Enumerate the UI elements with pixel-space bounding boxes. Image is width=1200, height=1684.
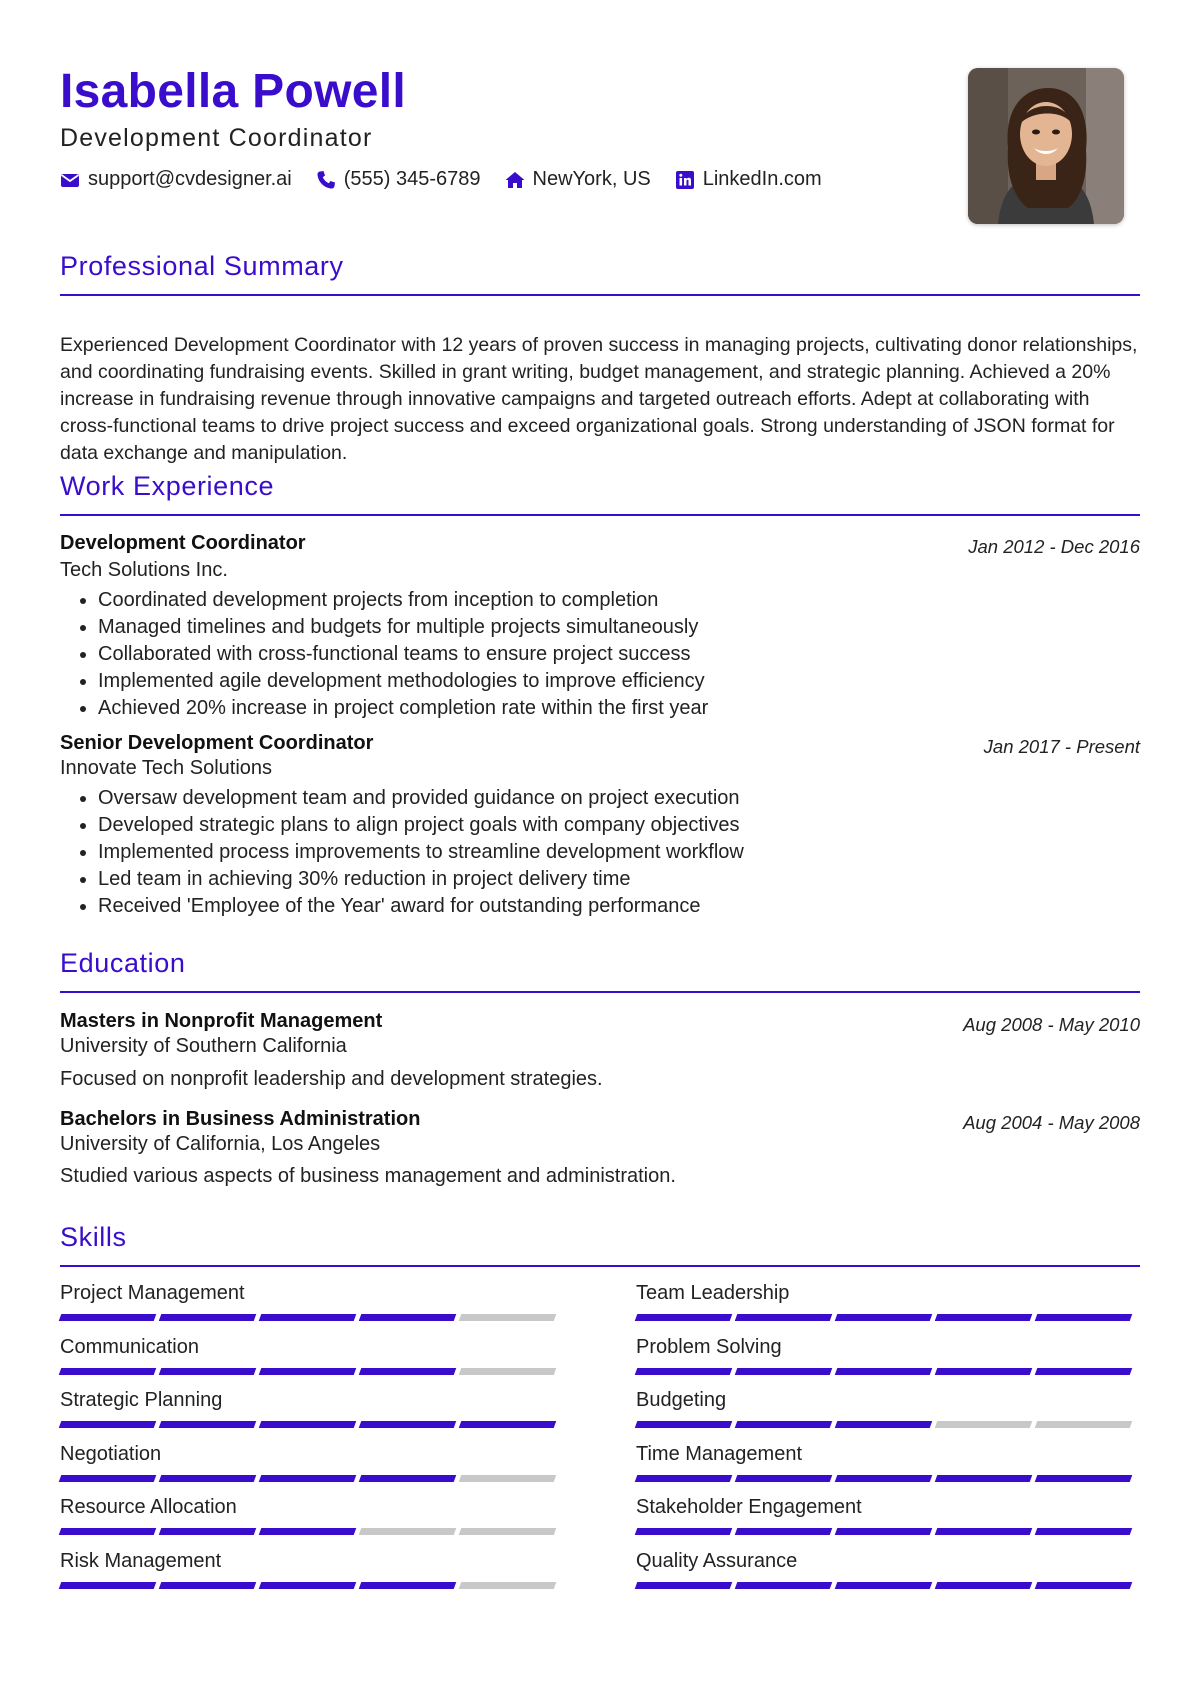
skill-level-segment [735,1475,833,1482]
skill-level-bar [60,1475,560,1482]
linkedin-text: LinkedIn.com [702,168,822,190]
job-dates: Jan 2017 - Present [983,736,1140,757]
skill-level-bar [636,1475,1136,1482]
skill-level-segment [735,1314,833,1321]
skill-level-segment [259,1582,357,1589]
skill-level-segment [1035,1582,1133,1589]
job-company: Tech Solutions Inc. [60,559,228,581]
skill-level-segment [1035,1475,1133,1482]
skill-level-segment [459,1475,557,1482]
skill-name: Strategic Planning [60,1389,223,1411]
skill-name: Communication [60,1335,199,1358]
skill-name: Quality Assurance [636,1549,798,1572]
summary-text: Experienced Development Coordinator with 12 years of proven success in managing projects, cultivating donor relationships, and coordinating fundraising events. Skilled in grant writing, budget management, and strategic planning. Achieved a 20% increase in fundraising revenue through innovative campaigns and targeted outreach efforts. Adept at collaborating with cross-functional teams to drive project success and exceed organizational goals. Strong understanding of JSON format for data exchange and manipulation. [60,334,1138,464]
contact-location[interactable] [505,168,651,191]
skill-level-bar [636,1314,1136,1321]
skill-level-segment [835,1368,933,1375]
list-item: • Implemented agile development methodologies to improve efficiency [98,668,708,695]
skill-level-segment [835,1421,933,1428]
skill-level-bar [636,1421,1136,1428]
skill-level-segment [259,1368,357,1375]
skill-level-bar [60,1582,560,1589]
skill-level-segment [59,1475,157,1482]
list-item: • Coordinated development projects from inception to completion [98,587,708,614]
skill-level-segment [635,1368,733,1375]
skill-level-bar [60,1528,560,1535]
skill-level-segment [359,1582,457,1589]
skill-name: Stakeholder Engagement [636,1496,862,1518]
job-bullets [60,587,708,722]
skill-level-segment [459,1421,557,1428]
skill-level-segment [59,1421,157,1428]
skill-item [60,1496,560,1535]
skill-level-segment [835,1314,933,1321]
skill-level-segment [635,1528,733,1535]
linkedin-icon [675,170,695,190]
skill-level-segment [459,1582,557,1589]
skill-item [636,1389,1136,1428]
skill-level-segment [835,1582,933,1589]
skill-level-segment [59,1528,157,1535]
skill-level-segment [635,1314,733,1321]
skill-level-segment [735,1421,833,1428]
job-title: Development Coordinator [60,532,306,554]
skill-level-segment [635,1475,733,1482]
list-item: • Oversaw development team and provided guidance on project execution [98,785,744,812]
skill-level-segment [359,1314,457,1321]
degree-title: Bachelors in Business Administration [60,1108,421,1130]
portrait-image [968,68,1124,224]
skill-level-segment [359,1475,457,1482]
skill-item [60,1550,560,1589]
skill-name: Resource Allocation [60,1496,237,1518]
skill-level-bar [636,1528,1136,1535]
skill-level-segment [1035,1421,1133,1428]
list-item: • Achieved 20% increase in project completion rate within the first year [98,695,708,722]
skill-item [636,1336,1136,1375]
skill-item [60,1336,560,1375]
skill-level-segment [935,1368,1033,1375]
contact-phone[interactable] [316,168,481,191]
skills-divider [60,1265,1140,1267]
job-company: Innovate Tech Solutions [60,757,273,779]
skill-level-segment [935,1421,1033,1428]
envelope-icon [60,170,80,190]
skill-level-segment [159,1421,257,1428]
skill-level-segment [1035,1368,1133,1375]
skill-name: Negotiation [60,1442,162,1465]
school-name: University of California, Los Angeles [60,1133,381,1155]
skill-name: Time Management [636,1442,802,1465]
skill-name: Project Management [60,1282,245,1304]
skill-level-segment [735,1368,833,1375]
skill-level-segment [1035,1528,1133,1535]
skill-item [636,1282,1136,1321]
education-heading: Education [60,948,186,978]
skill-level-segment [635,1421,733,1428]
skill-item [60,1389,560,1428]
skill-level-segment [259,1475,357,1482]
skill-level-segment [459,1368,557,1375]
skill-level-bar [636,1582,1136,1589]
degree-title: Masters in Nonprofit Management [60,1010,383,1032]
skill-level-segment [635,1582,733,1589]
candidate-name: Isabella Powell [60,65,406,118]
experience-heading: Work Experience [60,471,275,501]
job-dates: Jan 2012 - Dec 2016 [968,536,1140,557]
skill-name: Team Leadership [636,1282,790,1304]
job-bullets [60,785,744,920]
list-item: • Implemented process improvements to streamline development workflow [98,839,744,866]
skill-level-segment [359,1368,457,1375]
phone-icon [316,170,336,190]
job-title: Senior Development Coordinator [60,732,374,754]
candidate-title: Development Coordinator [60,124,373,152]
list-item: • Collaborated with cross-functional teams to ensure project success [98,641,708,668]
skill-level-segment [459,1528,557,1535]
skill-level-segment [259,1528,357,1535]
skill-level-segment [735,1582,833,1589]
skill-level-segment [259,1314,357,1321]
skill-item [60,1443,560,1482]
skill-name: Risk Management [60,1549,222,1572]
contact-row [60,168,846,191]
skill-item [636,1496,1136,1535]
skill-level-bar [60,1421,560,1428]
skill-level-segment [259,1421,357,1428]
skill-level-bar [60,1314,560,1321]
skill-level-segment [835,1475,933,1482]
skill-item [636,1550,1136,1589]
skill-level-segment [159,1582,257,1589]
skill-level-segment [935,1314,1033,1321]
skill-name: Budgeting [636,1389,727,1411]
email-text: support@cvdesigner.ai [88,168,292,190]
list-item: • Developed strategic plans to align project goals with company objectives [98,812,744,839]
skill-level-segment [935,1475,1033,1482]
skill-level-segment [935,1528,1033,1535]
location-text: NewYork, US [532,168,651,190]
skill-level-segment [1035,1314,1133,1321]
skill-item [60,1282,560,1321]
degree-dates: Aug 2004 - May 2008 [963,1112,1140,1133]
list-item: • Led team in achieving 30% reduction in project delivery time [98,866,744,893]
skill-level-bar [60,1368,560,1375]
skill-level-segment [159,1314,257,1321]
contact-linkedin[interactable] [675,168,822,191]
skill-level-segment [59,1314,157,1321]
list-item: • Managed timelines and budgets for multiple projects simultaneously [98,614,708,641]
skill-level-segment [159,1528,257,1535]
summary-heading: Professional Summary [60,251,344,281]
skill-level-segment [59,1582,157,1589]
summary-divider [60,294,1140,296]
profile-photo [968,68,1124,224]
skill-level-segment [735,1528,833,1535]
skill-level-segment [159,1475,257,1482]
skill-name: Problem Solving [636,1335,782,1358]
skills-heading: Skills [60,1222,127,1252]
contact-email[interactable] [60,168,292,191]
skill-level-segment [935,1582,1033,1589]
experience-divider [60,514,1140,516]
home-icon [505,170,525,190]
list-item: • Received 'Employee of the Year' award for outstanding performance [98,893,744,920]
phone-text: (555) 345-6789 [343,168,481,190]
skill-level-segment [359,1421,457,1428]
skill-level-segment [359,1528,457,1535]
skill-level-bar [636,1368,1136,1375]
school-name: University of Southern California [60,1035,347,1057]
skill-level-segment [159,1368,257,1375]
degree-description: Focused on nonprofit leadership and development strategies. [60,1068,603,1090]
education-divider [60,991,1140,993]
skill-level-segment [459,1314,557,1321]
degree-description: Studied various aspects of business management and administration. [60,1165,676,1187]
degree-dates: Aug 2008 - May 2010 [963,1014,1140,1035]
skill-item [636,1443,1136,1482]
skill-level-segment [59,1368,157,1375]
skill-level-segment [835,1528,933,1535]
